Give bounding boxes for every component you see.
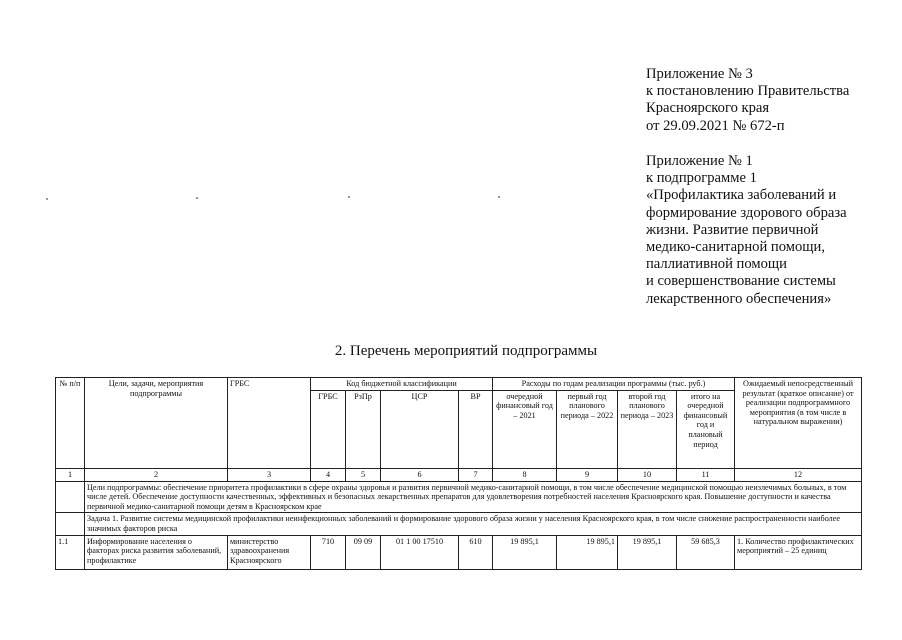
appendix-line: Приложение № 3 [646, 66, 753, 82]
row-result-text: 1. Количество профилактических мероприятий – 25 единиц [737, 536, 854, 556]
goal-row [56, 481, 862, 513]
header-year-total: итого на очередной финансовый год и плановый период [677, 390, 735, 468]
header-expenses: Расходы по годам реализации программы (тыс. руб.) [493, 378, 735, 391]
appendix-line: Красноярского края [646, 100, 770, 117]
scan-speck [46, 198, 48, 200]
appendix-to-subprogram [646, 153, 847, 308]
header-budget-code: Код бюджетной классификации [311, 378, 493, 391]
row-name-text: Информирование населения о факторах риска развития заболеваний, профилактике [87, 536, 222, 565]
task-num-cell [56, 513, 85, 535]
header-result: Ожидаемый непосредственный результат (краткое описание) от реализации подпрограммного мероприятия (в том числе в натуральном выражении) [735, 378, 862, 469]
appendix-to-resolution [646, 66, 849, 135]
header-code-rzpr: РзПр [346, 390, 381, 468]
scan-speck [348, 196, 350, 198]
scan-speck [196, 197, 198, 199]
row-code-vr: 610 [459, 535, 493, 569]
column-number: 2 [85, 468, 228, 481]
column-number: 10 [618, 468, 677, 481]
column-number-row [56, 468, 862, 481]
row-result [735, 535, 862, 569]
table-header-row [56, 378, 862, 391]
appendix-line: и совершенствование системы [646, 273, 836, 290]
row-code-grbs: 710 [311, 535, 346, 569]
column-number: 4 [311, 468, 346, 481]
column-number: 9 [557, 468, 618, 481]
row-total: 59 685,3 [677, 535, 735, 569]
scan-speck [498, 196, 500, 198]
appendix-line: к постановлению Правительства [646, 83, 850, 100]
header-code-grbs: ГРБС [311, 390, 346, 468]
appendix-line: лекарственного обеспечения» [646, 290, 832, 307]
appendix-line: жизни. Развитие первичной [646, 221, 819, 238]
measures-table [55, 377, 862, 570]
column-number: 5 [346, 468, 381, 481]
appendix-line: паллиативной помощи [646, 256, 787, 273]
row-y2022: 19 895,1 [557, 535, 618, 569]
column-number: 11 [677, 468, 735, 481]
goal-text: Цели подпрограммы: обеспечение приоритета профилактики в сфере охраны здоровья и развития первичной медико-санитарной помощи, в том числе обеспечение медицинской помощью неизлечимых больных, в том числе детей. Обеспечение доступности качественных, эффективных и безопасных лекарственных препаратов для удовлетворения потребностей населения Красноярского края. Повышение доступности и качества первичной медико-санитарной помощи детям в Красноярском крае [85, 481, 862, 513]
appendix-line: от 29.09.2021 № 672-п [646, 117, 785, 134]
header-code-vr: ВР [459, 390, 493, 468]
appendix-line: «Профилактика заболеваний и [646, 187, 837, 204]
header-year-2023: второй год планового периода – 2023 [618, 390, 677, 468]
column-number: 8 [493, 468, 557, 481]
appendix-line: к подпрограмме 1 [646, 170, 757, 187]
row-code-rzpr: 09 09 [346, 535, 381, 569]
header-year-2021: очередной финансовый год – 2021 [493, 390, 557, 468]
column-number: 6 [381, 468, 459, 481]
header-goals: Цели, задачи, мероприятия подпрограммы [85, 378, 228, 469]
row-grbs-text: министерство здравоохранения Красноярского [230, 536, 290, 565]
row-num: 1.1 [56, 535, 85, 569]
task-row [56, 513, 862, 535]
row-grbs [228, 535, 311, 569]
header-code-csr: ЦСР [381, 390, 459, 468]
document-heading: 2. Перечень мероприятий подпрограммы [334, 343, 598, 359]
column-number: 3 [228, 468, 311, 481]
header-grbs: ГРБС [228, 378, 311, 469]
appendix-line: формирование здорового образа [646, 204, 847, 221]
column-number: 7 [459, 468, 493, 481]
row-name [85, 535, 228, 569]
header-year-2022: первый год планового периода – 2022 [557, 390, 618, 468]
column-number: 12 [735, 468, 862, 481]
appendix-line: Приложение № 1 [646, 153, 753, 169]
row-y2023: 19 895,1 [618, 535, 677, 569]
header-num: № п/п [56, 378, 85, 469]
row-y2021: 19 895,1 [493, 535, 557, 569]
task-text: Задача 1. Развитие системы медицинской профилактики неинфекционных заболеваний и формирование здорового образа жизни у населения Красноярского края, в том числе снижение распространенности наиболее значимых факторов риска [85, 513, 862, 535]
row-code-csr: 01 1 00 17510 [381, 535, 459, 569]
table-row [56, 535, 862, 569]
appendix-line: медико-санитарной помощи, [646, 239, 825, 256]
column-number: 1 [56, 468, 85, 481]
goal-num-cell [56, 481, 85, 513]
